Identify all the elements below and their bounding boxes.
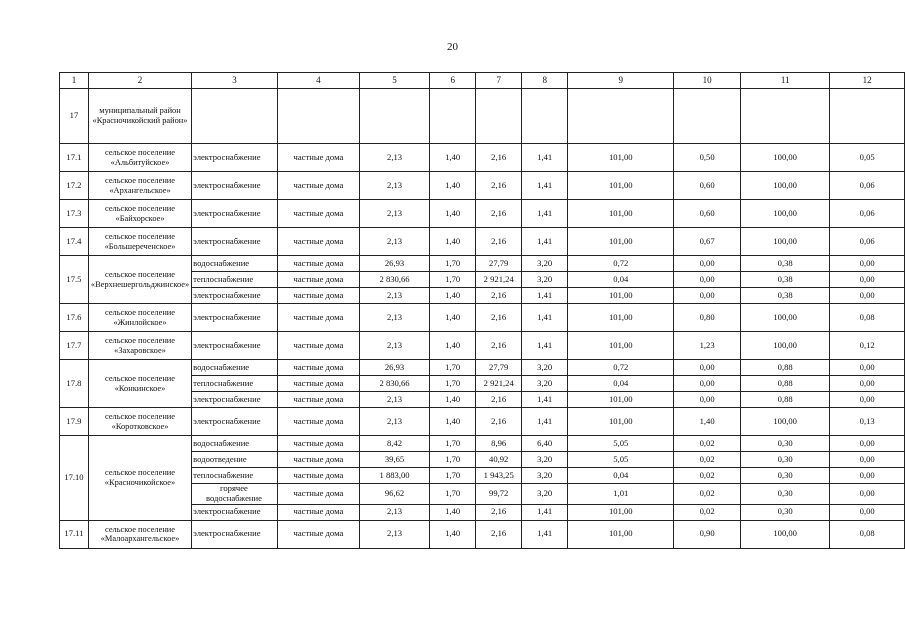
value-col-7: 2,16	[476, 332, 522, 360]
table-row	[60, 200, 905, 228]
value-col-9: 0,04	[568, 468, 674, 484]
value-col-10: 0,00	[674, 392, 741, 408]
empty-cell	[522, 89, 568, 144]
value-col-9: 1,01	[568, 484, 674, 505]
housing-type: частные дома	[277, 172, 359, 200]
settlement-number: 17.6	[60, 304, 89, 332]
settlement-number: 17.10	[60, 436, 89, 521]
value-col-6: 1,40	[430, 304, 476, 332]
value-col-10: 0,00	[674, 360, 741, 376]
service-type: электроснабжение	[192, 332, 278, 360]
value-col-5: 39,65	[360, 452, 430, 468]
table-row	[60, 520, 905, 548]
value-col-8: 3,20	[522, 256, 568, 272]
value-col-12: 0,00	[830, 452, 905, 468]
value-col-7: 2,16	[476, 228, 522, 256]
value-col-5: 2 830,66	[360, 272, 430, 288]
empty-cell	[476, 89, 522, 144]
settlement-name: сельское поселение «Байхорское»	[88, 200, 191, 228]
value-col-12: 0,00	[830, 484, 905, 505]
value-col-6: 1,40	[430, 200, 476, 228]
value-col-7: 2 921,24	[476, 376, 522, 392]
housing-type: частные дома	[277, 304, 359, 332]
column-header: 10	[674, 73, 741, 89]
value-col-5: 26,93	[360, 360, 430, 376]
value-col-10: 1,40	[674, 408, 741, 436]
value-col-12: 0,06	[830, 228, 905, 256]
value-col-11: 0,38	[740, 256, 829, 272]
value-col-12: 0,06	[830, 172, 905, 200]
value-col-12: 0,00	[830, 256, 905, 272]
value-col-7: 99,72	[476, 484, 522, 505]
value-col-11: 100,00	[740, 332, 829, 360]
column-header: 11	[740, 73, 829, 89]
value-col-5: 2,13	[360, 408, 430, 436]
value-col-7: 27,79	[476, 256, 522, 272]
service-type: водоснабжение	[192, 360, 278, 376]
value-col-5: 2,13	[360, 144, 430, 172]
value-col-8: 1,41	[522, 172, 568, 200]
value-col-7: 27,79	[476, 360, 522, 376]
value-col-6: 1,70	[430, 376, 476, 392]
housing-type: частные дома	[277, 272, 359, 288]
value-col-6: 1,40	[430, 392, 476, 408]
value-col-9: 101,00	[568, 332, 674, 360]
value-col-9: 5,05	[568, 436, 674, 452]
housing-type: частные дома	[277, 332, 359, 360]
column-header-row	[60, 73, 905, 89]
value-col-12: 0,00	[830, 272, 905, 288]
settlement-number: 17.11	[60, 520, 89, 548]
value-col-6: 1,40	[430, 228, 476, 256]
value-col-12: 0,00	[830, 468, 905, 484]
value-col-5: 8,42	[360, 436, 430, 452]
settlement-number: 17.3	[60, 200, 89, 228]
value-col-11: 100,00	[740, 408, 829, 436]
value-col-5: 2,13	[360, 520, 430, 548]
value-col-5: 2 830,66	[360, 376, 430, 392]
value-col-10: 0,00	[674, 256, 741, 272]
value-col-6: 1,40	[430, 408, 476, 436]
value-col-11: 0,30	[740, 468, 829, 484]
value-col-11: 100,00	[740, 304, 829, 332]
value-col-10: 0,02	[674, 468, 741, 484]
value-col-12: 0,00	[830, 392, 905, 408]
value-col-10: 0,02	[674, 504, 741, 520]
value-col-8: 1,41	[522, 392, 568, 408]
value-col-7: 8,96	[476, 436, 522, 452]
value-col-7: 1 943,25	[476, 468, 522, 484]
value-col-9: 101,00	[568, 392, 674, 408]
column-header: 1	[60, 73, 89, 89]
service-type: водоснабжение	[192, 436, 278, 452]
value-col-9: 101,00	[568, 200, 674, 228]
housing-type: частные дома	[277, 392, 359, 408]
value-col-11: 0,30	[740, 484, 829, 505]
service-type: электроснабжение	[192, 172, 278, 200]
service-type: электроснабжение	[192, 504, 278, 520]
settlement-name: сельское поселение «Большереченское»	[88, 228, 191, 256]
value-col-5: 2,13	[360, 304, 430, 332]
value-col-9: 101,00	[568, 228, 674, 256]
value-col-12: 0,12	[830, 332, 905, 360]
value-col-9: 0,04	[568, 272, 674, 288]
value-col-10: 1,23	[674, 332, 741, 360]
housing-type: частные дома	[277, 376, 359, 392]
value-col-6: 1,70	[430, 436, 476, 452]
table-row	[60, 360, 905, 376]
table-row	[60, 436, 905, 452]
value-col-7: 2,16	[476, 288, 522, 304]
value-col-7: 2,16	[476, 144, 522, 172]
value-col-10: 0,60	[674, 172, 741, 200]
value-col-7: 2,16	[476, 172, 522, 200]
settlement-name: сельское поселение «Красночикойское»	[88, 436, 191, 521]
empty-cell	[740, 89, 829, 144]
value-col-9: 101,00	[568, 408, 674, 436]
housing-type: частные дома	[277, 452, 359, 468]
settlement-name: сельское поселение «Захаровское»	[88, 332, 191, 360]
column-header: 4	[277, 73, 359, 89]
value-col-10: 0,02	[674, 436, 741, 452]
settlement-number: 17.1	[60, 144, 89, 172]
service-type: теплоснабжение	[192, 468, 278, 484]
service-type: теплоснабжение	[192, 272, 278, 288]
service-type: теплоснабжение	[192, 376, 278, 392]
value-col-12: 0,00	[830, 376, 905, 392]
value-col-6: 1,70	[430, 452, 476, 468]
value-col-8: 6,40	[522, 436, 568, 452]
column-header: 8	[522, 73, 568, 89]
table-row	[60, 172, 905, 200]
table-row	[60, 304, 905, 332]
value-col-10: 0,67	[674, 228, 741, 256]
column-header: 5	[360, 73, 430, 89]
value-col-5: 2,13	[360, 504, 430, 520]
settlement-name: сельское поселение «Малоархангельское»	[88, 520, 191, 548]
value-col-6: 1,70	[430, 256, 476, 272]
value-col-7: 2,16	[476, 408, 522, 436]
district-name: муниципальный район «Красночикойский район»	[88, 89, 191, 144]
settlement-name: сельское поселение «Архангельское»	[88, 172, 191, 200]
value-col-8: 1,41	[522, 504, 568, 520]
value-col-7: 2,16	[476, 392, 522, 408]
value-col-10: 0,02	[674, 452, 741, 468]
empty-cell	[568, 89, 674, 144]
value-col-11: 0,30	[740, 436, 829, 452]
empty-cell	[277, 89, 359, 144]
service-type: водоотведение	[192, 452, 278, 468]
value-col-8: 1,41	[522, 288, 568, 304]
service-type: водоснабжение	[192, 256, 278, 272]
service-type: электроснабжение	[192, 228, 278, 256]
value-col-8: 3,20	[522, 360, 568, 376]
value-col-9: 5,05	[568, 452, 674, 468]
value-col-8: 1,41	[522, 200, 568, 228]
column-header: 6	[430, 73, 476, 89]
settlement-name: сельское поселение «Коротковское»	[88, 408, 191, 436]
housing-type: частные дома	[277, 504, 359, 520]
housing-type: частные дома	[277, 408, 359, 436]
value-col-5: 2,13	[360, 332, 430, 360]
settlement-number: 17.8	[60, 360, 89, 408]
value-col-11: 100,00	[740, 172, 829, 200]
value-col-12: 0,06	[830, 200, 905, 228]
value-col-12: 0,00	[830, 436, 905, 452]
table-row	[60, 332, 905, 360]
settlement-number: 17.7	[60, 332, 89, 360]
value-col-5: 1 883,00	[360, 468, 430, 484]
column-header: 3	[192, 73, 278, 89]
value-col-7: 2 921,24	[476, 272, 522, 288]
value-col-11: 0,88	[740, 376, 829, 392]
value-col-9: 101,00	[568, 520, 674, 548]
value-col-10: 0,00	[674, 376, 741, 392]
empty-cell	[430, 89, 476, 144]
housing-type: частные дома	[277, 360, 359, 376]
value-col-6: 1,70	[430, 272, 476, 288]
settlement-name: сельское поселение «Альбитуйское»	[88, 144, 191, 172]
empty-cell	[674, 89, 741, 144]
value-col-8: 3,20	[522, 376, 568, 392]
value-col-6: 1,70	[430, 360, 476, 376]
value-col-7: 2,16	[476, 200, 522, 228]
column-header: 2	[88, 73, 191, 89]
value-col-10: 0,00	[674, 288, 741, 304]
value-col-12: 0,05	[830, 144, 905, 172]
value-col-6: 1,70	[430, 484, 476, 505]
service-type: электроснабжение	[192, 144, 278, 172]
value-col-5: 2,13	[360, 172, 430, 200]
settlement-number: 17.9	[60, 408, 89, 436]
value-col-12: 0,08	[830, 520, 905, 548]
column-header: 12	[830, 73, 905, 89]
value-col-9: 0,04	[568, 376, 674, 392]
empty-cell	[192, 89, 278, 144]
settlement-name: сельское поселение «Конкинское»	[88, 360, 191, 408]
value-col-11: 0,30	[740, 452, 829, 468]
value-col-6: 1,40	[430, 520, 476, 548]
district-row	[60, 89, 905, 144]
value-col-8: 3,20	[522, 468, 568, 484]
service-type: электроснабжение	[192, 304, 278, 332]
value-col-9: 101,00	[568, 288, 674, 304]
column-header: 9	[568, 73, 674, 89]
value-col-5: 2,13	[360, 288, 430, 304]
settlement-name: сельское поселение «Жинлойское»	[88, 304, 191, 332]
table-row	[60, 408, 905, 436]
value-col-11: 100,00	[740, 228, 829, 256]
value-col-9: 101,00	[568, 172, 674, 200]
value-col-8: 3,20	[522, 452, 568, 468]
value-col-5: 96,62	[360, 484, 430, 505]
value-col-6: 1,40	[430, 332, 476, 360]
value-col-7: 40,92	[476, 452, 522, 468]
value-col-9: 0,72	[568, 256, 674, 272]
settlement-name: сельское поселение «Верхнешергольджинское»	[88, 256, 191, 304]
value-col-6: 1,70	[430, 468, 476, 484]
value-col-6: 1,40	[430, 172, 476, 200]
page-number: 20	[447, 41, 458, 53]
value-col-5: 2,13	[360, 228, 430, 256]
value-col-11: 100,00	[740, 200, 829, 228]
table-row	[60, 256, 905, 272]
value-col-12: 0,00	[830, 288, 905, 304]
value-col-8: 1,41	[522, 144, 568, 172]
district-number: 17	[60, 89, 89, 144]
value-col-8: 3,20	[522, 272, 568, 288]
value-col-11: 0,38	[740, 288, 829, 304]
settlement-number: 17.2	[60, 172, 89, 200]
service-type: электроснабжение	[192, 392, 278, 408]
value-col-8: 1,41	[522, 520, 568, 548]
service-type: электроснабжение	[192, 408, 278, 436]
service-type: электроснабжение	[192, 520, 278, 548]
value-col-10: 0,02	[674, 484, 741, 505]
value-col-9: 0,72	[568, 360, 674, 376]
service-type: электроснабжение	[192, 288, 278, 304]
housing-type: частные дома	[277, 228, 359, 256]
housing-type: частные дома	[277, 484, 359, 505]
value-col-5: 26,93	[360, 256, 430, 272]
value-col-8: 1,41	[522, 408, 568, 436]
value-col-5: 2,13	[360, 200, 430, 228]
value-col-8: 1,41	[522, 304, 568, 332]
settlement-number: 17.4	[60, 228, 89, 256]
value-col-12: 0,08	[830, 304, 905, 332]
value-col-12: 0,13	[830, 408, 905, 436]
housing-type: частные дома	[277, 468, 359, 484]
value-col-11: 0,88	[740, 360, 829, 376]
value-col-6: 1,40	[430, 504, 476, 520]
value-col-11: 0,30	[740, 504, 829, 520]
empty-cell	[360, 89, 430, 144]
value-col-8: 1,41	[522, 228, 568, 256]
housing-type: частные дома	[277, 144, 359, 172]
value-col-12: 0,00	[830, 504, 905, 520]
value-col-5: 2,13	[360, 392, 430, 408]
table-row	[60, 144, 905, 172]
value-col-10: 0,80	[674, 304, 741, 332]
value-col-9: 101,00	[568, 304, 674, 332]
housing-type: частные дома	[277, 200, 359, 228]
value-col-11: 0,88	[740, 392, 829, 408]
value-col-8: 3,20	[522, 484, 568, 505]
value-col-8: 1,41	[522, 332, 568, 360]
value-col-11: 100,00	[740, 144, 829, 172]
table-body	[60, 73, 905, 549]
settlement-number: 17.5	[60, 256, 89, 304]
tariff-table	[59, 72, 905, 549]
value-col-7: 2,16	[476, 304, 522, 332]
value-col-7: 2,16	[476, 504, 522, 520]
value-col-7: 2,16	[476, 520, 522, 548]
value-col-11: 100,00	[740, 520, 829, 548]
column-header: 7	[476, 73, 522, 89]
value-col-10: 0,50	[674, 144, 741, 172]
value-col-10: 0,60	[674, 200, 741, 228]
value-col-6: 1,40	[430, 288, 476, 304]
table-row	[60, 228, 905, 256]
value-col-9: 101,00	[568, 504, 674, 520]
housing-type: частные дома	[277, 436, 359, 452]
value-col-10: 0,90	[674, 520, 741, 548]
value-col-12: 0,00	[830, 360, 905, 376]
housing-type: частные дома	[277, 256, 359, 272]
value-col-11: 0,38	[740, 272, 829, 288]
service-type: электроснабжение	[192, 200, 278, 228]
empty-cell	[830, 89, 905, 144]
value-col-6: 1,40	[430, 144, 476, 172]
value-col-10: 0,00	[674, 272, 741, 288]
service-type: горячее водоснабжение	[192, 484, 278, 505]
housing-type: частные дома	[277, 520, 359, 548]
housing-type: частные дома	[277, 288, 359, 304]
value-col-9: 101,00	[568, 144, 674, 172]
